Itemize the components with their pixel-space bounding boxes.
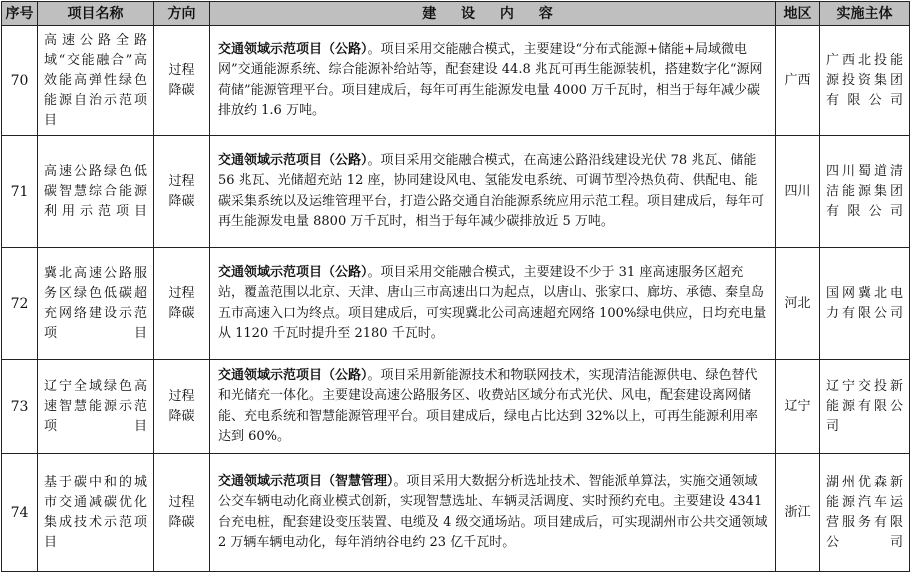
project-name: 基于碳中和的城市交通减碳优化集成技术示范项目 [38,454,154,572]
project-org: 湖州优森新能源汽车运营服务有限公司 [820,454,910,572]
content-body: 。项目采用交能融合模式，主要建设“分布式能源+储能+局域微电网”交通能源系统、综合能源补给站等，配套建设 44.8 兆瓦可再生能源装机，搭建数字化“源网荷储”能源管理平台。项目建成后，每年可再生能源发电量 4000 万千瓦时，相当于每年减少碳排放约 1.6 万吨。 [218,41,763,118]
project-direction: 过程 降碳 [154,360,210,454]
table-row [2,360,910,454]
project-region: 辽宁 [776,360,820,454]
project-content [210,26,776,136]
project-name: 辽宁全域绿色高速智慧能源示范项目 [38,360,154,454]
project-content [210,248,776,360]
content-body: 。项目采用大数据分析选址技术、智能派单算法，实施交通领域公交车辆电动化商业模式创新，实现智慧选址、车辆灵活调度、实时预约充电。主要建设 4341 台充电桩，配套建设变压装置、电缆及 4 级交通场站。项目建成后，可实现湖州市公共交通领域 2 万辆车辆电动化，每年消纳谷电约 23 亿千瓦时。 [218,473,768,550]
project-region: 浙江 [776,454,820,572]
content-lead: 交通领域示范项目（公路） [218,152,368,168]
header-row [2,2,910,26]
content-body: 。项目采用交能融合模式，主要建设不少于 31 座高速服务区超充站，覆盖范围以北京、天津、唐山三市高速出口为起点，以唐山、张家口、廊坊、承德、秦皇岛五市高速入口为终点。项目建成后，可实现冀北公司高速超充网络 100%绿电供应，日均充电量从 1120 千瓦时提升至 2180 千瓦时。 [218,264,767,341]
table-row [2,136,910,248]
row-number: 73 [2,360,38,454]
project-name: 冀北高速公路服务区绿色低碳超充网络建设示范项目 [38,248,154,360]
header-region: 地区 [776,2,820,26]
project-direction: 过程 降碳 [154,26,210,136]
project-region: 四川 [776,136,820,248]
row-number: 70 [2,26,38,136]
header-direction: 方向 [154,2,210,26]
project-content [210,136,776,248]
project-region: 河北 [776,248,820,360]
header-name: 项目名称 [38,2,154,26]
project-name: 高速公路绿色低碳智慧综合能源利用示范项目 [38,136,154,248]
project-org: 辽宁交投新能源有限公司 [820,360,910,454]
content-body: 。项目采用新能源技术和物联网技术，实现清洁能源供电、绿色替代和光储充一体化。主要建设高速公路服务区、收费站区域分布式光伏、风电，配套建设离网储能、充电系统和智慧能源管理平台。项目建成后，绿电占比达到 32%以上，可再生能源利用率达到 60%。 [218,367,759,444]
content-lead: 交通领域示范项目（公路） [218,264,368,280]
row-number: 71 [2,136,38,248]
content-body: 。项目采用交能融合模式，在高速公路沿线建设光伏 78 兆瓦、储能 56 兆瓦、光储超充站 12 座，协同建设风电、氢能发电系统、可调节型冷热负荷、供配电、能碳采集系统以及运维管理平台，打造公路交通自治能源系统应用示范工程。项目建成后，每年可再生能源发电量 8800 万千瓦时，相当于每年减少碳排放近 5 万吨。 [218,152,765,229]
project-org: 四川蜀道清洁能源集团有限公司 [820,136,910,248]
project-org: 广西北投能源投资集团有限公司 [820,26,910,136]
project-name: 高速公路全路域“交能融合”高效能高弹性绿色能源自治示范项目 [38,26,154,136]
content-lead: 交通领域示范项目（智慧管理） [218,473,394,489]
header-org: 实施主体 [820,2,910,26]
table-row [2,248,910,360]
row-number: 72 [2,248,38,360]
project-org: 国网冀北电力有限公司 [820,248,910,360]
content-lead: 交通领域示范项目（公路） [218,367,368,383]
table-row [2,454,910,572]
row-number: 74 [2,454,38,572]
content-lead: 交通领域示范项目（公路） [218,41,368,57]
project-region: 广西 [776,26,820,136]
project-direction: 过程 降碳 [154,454,210,572]
project-direction: 过程 降碳 [154,136,210,248]
projects-table [1,1,910,572]
project-content [210,360,776,454]
header-content: 建 设 内 容 [210,2,776,26]
table-row [2,26,910,136]
project-direction: 过程 降碳 [154,248,210,360]
header-no: 序号 [2,2,38,26]
project-content [210,454,776,572]
